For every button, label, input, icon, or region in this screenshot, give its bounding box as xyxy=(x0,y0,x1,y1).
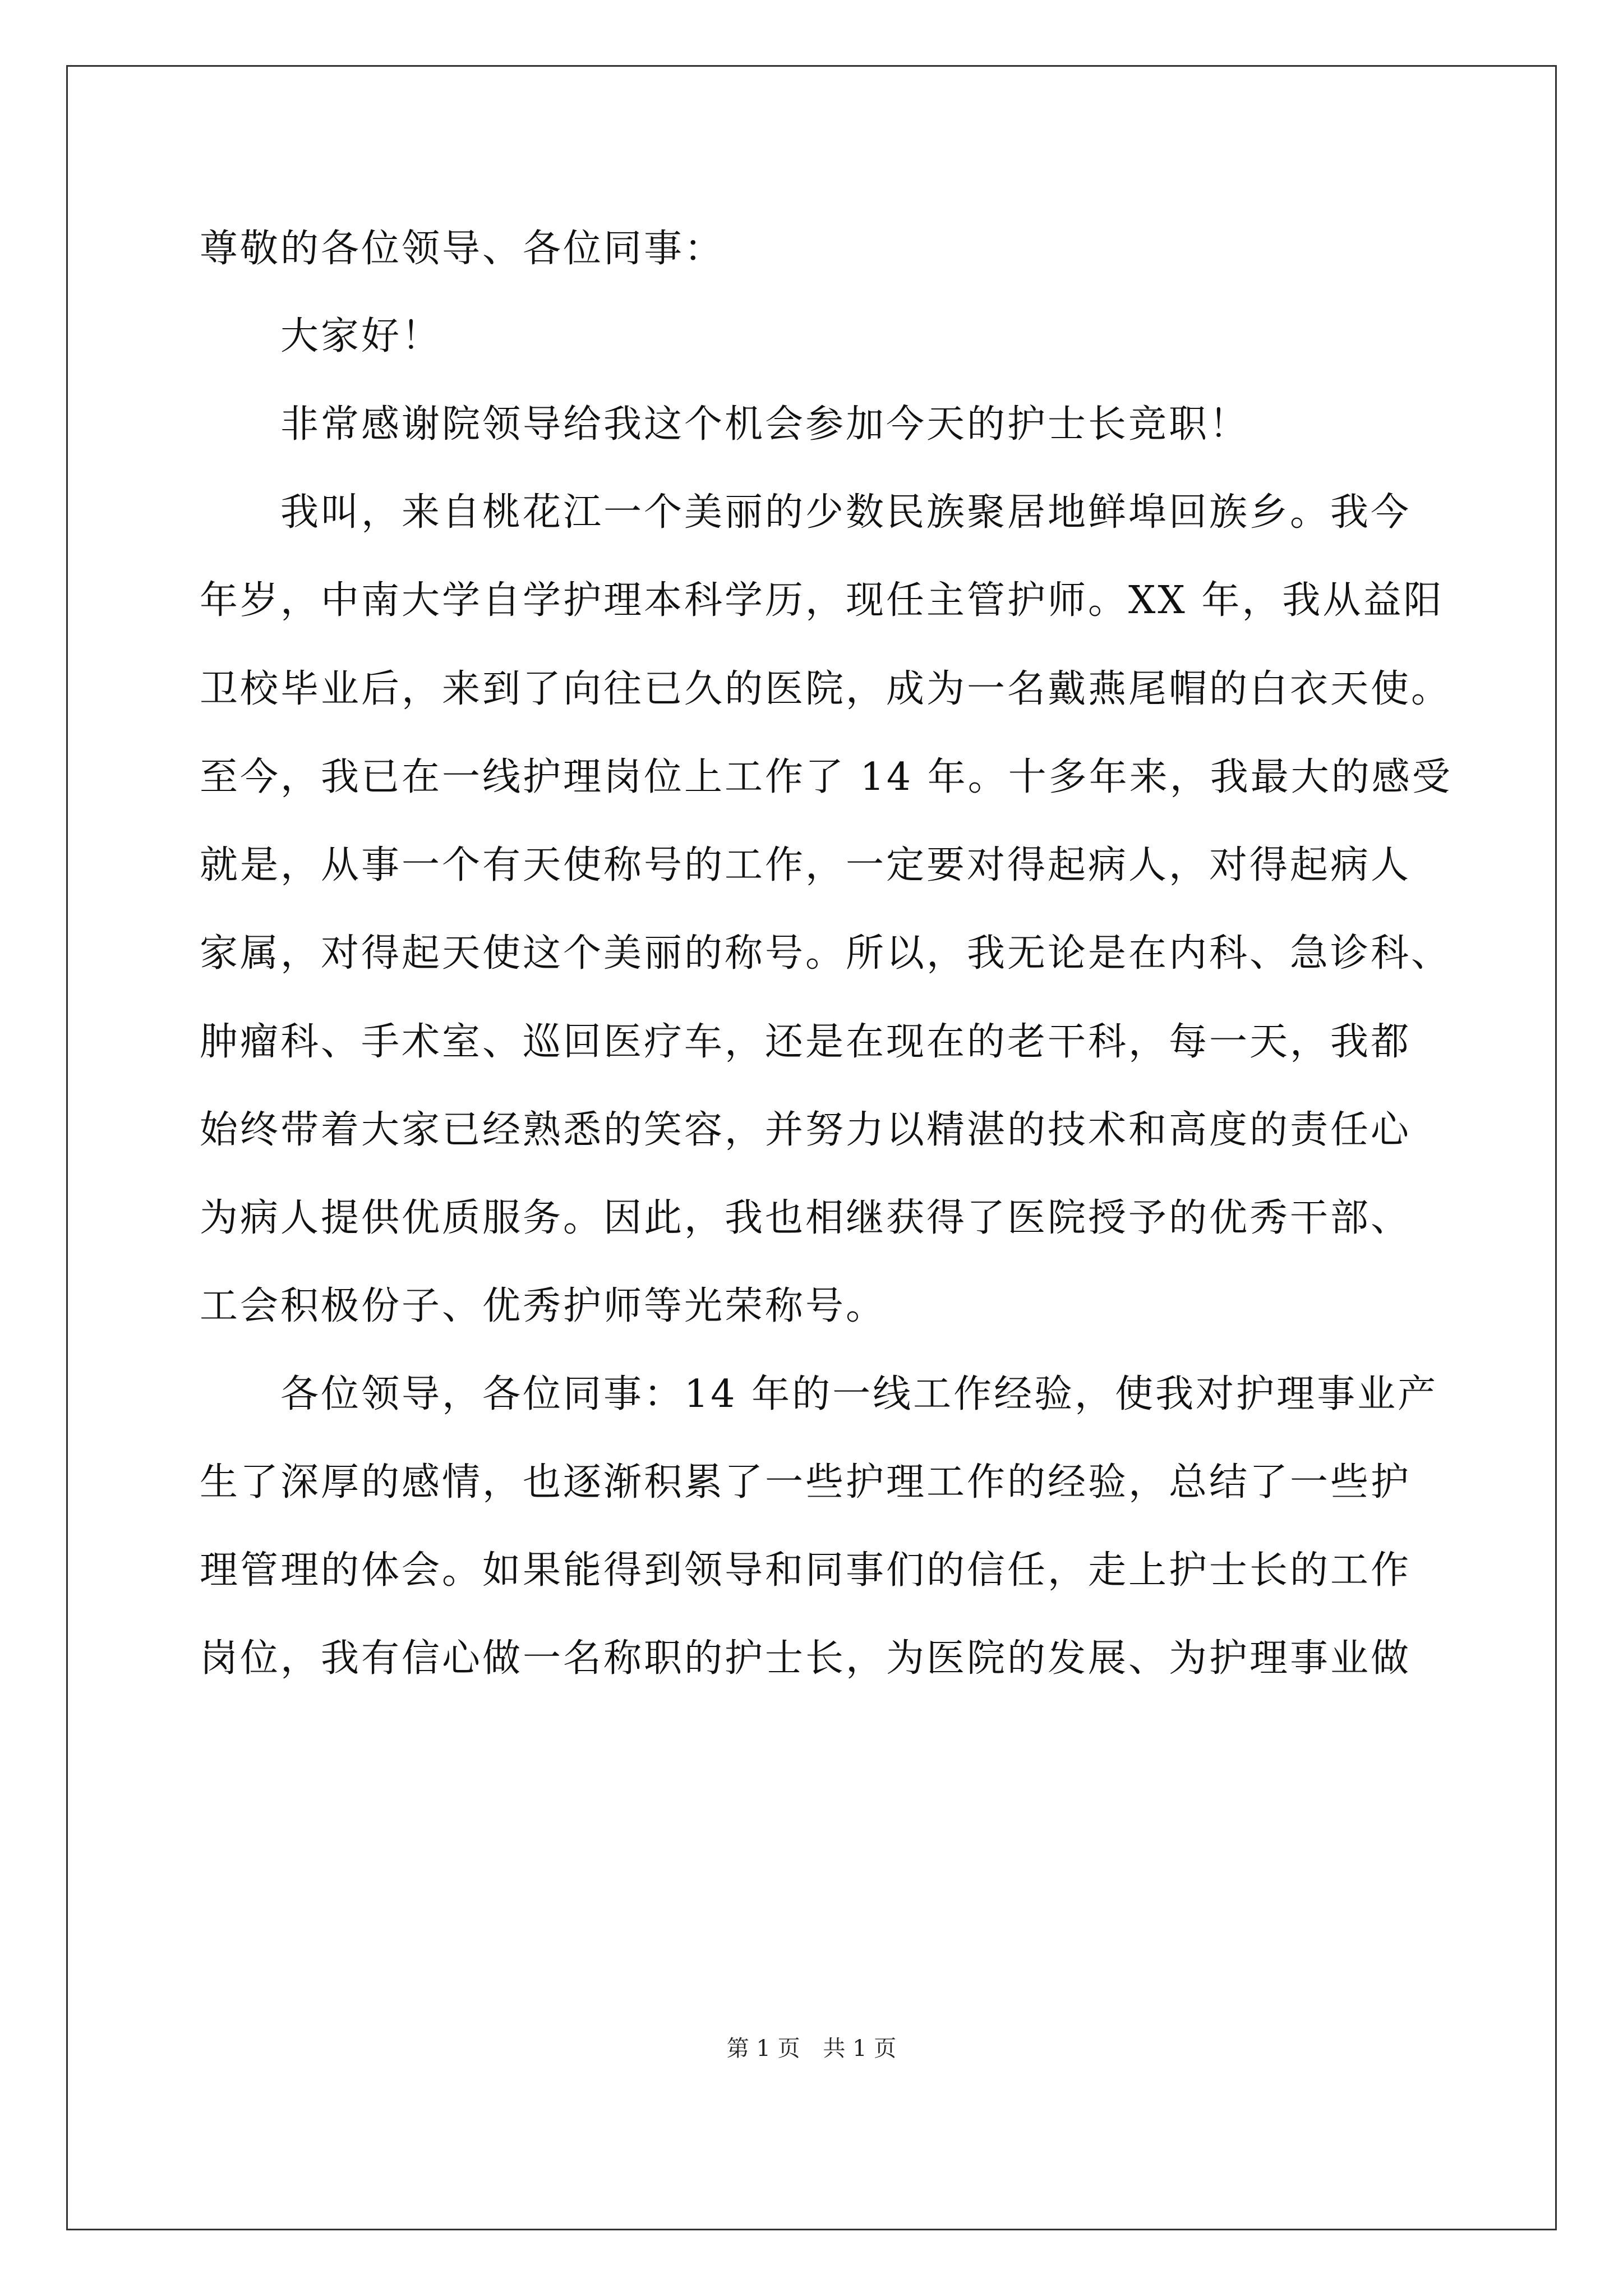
body-line: 始终带着大家已经熟悉的笑容，并努力以精湛的技术和高度的责任心 xyxy=(200,1108,1412,1152)
body-line: 年岁，中南大学自学护理本科学历，现任主管护师。XX 年，我从益阳 xyxy=(200,578,1444,623)
body-line: 家属，对得起天使这个美丽的称号。所以，我无论是在内科、急诊科、 xyxy=(200,931,1452,976)
body-line: 肿瘤科、手术室、巡回医疗车，还是在现在的老干科，每一天，我都 xyxy=(200,1020,1412,1064)
body-line: 我叫，来自桃花江一个美丽的少数民族聚居地鲜埠回族乡。我今 xyxy=(280,490,1412,535)
body-line: 卫校毕业后，来到了向往已久的医院，成为一名戴燕尾帽的白衣天使。 xyxy=(200,667,1452,711)
body-line: 就是，从事一个有天使称号的工作，一定要对得起病人，对得起病人 xyxy=(200,843,1412,887)
body-line: 工会积极份子、优秀护师等光荣称号。 xyxy=(200,1284,887,1328)
greeting-line: 大家好！ xyxy=(280,314,442,358)
body-line: 为病人提供优质服务。因此，我也相继获得了医院授予的优秀干部、 xyxy=(200,1196,1412,1240)
body-line: 岗位，我有信心做一名称职的护士长，为医院的发展、为护理事业做 xyxy=(200,1636,1412,1681)
body-line: 至今，我已在一线护理岗位上工作了 14 年。十多年来，我最大的感受 xyxy=(200,755,1453,799)
body-line: 生了深厚的感情，也逐渐积累了一些护理工作的经验，总结了一些护 xyxy=(200,1460,1412,1504)
body-line: 各位领导，各位同事：14 年的一线工作经验，使我对护理事业产 xyxy=(280,1372,1438,1416)
page-total: 共 1 页 xyxy=(823,2036,897,2062)
salutation-line: 尊敬的各位领导、各位同事： xyxy=(200,227,725,271)
page-footer xyxy=(0,2035,1623,2062)
body-line: 理管理的体会。如果能得到领导和同事们的信任，走上护士长的工作 xyxy=(200,1548,1412,1593)
thanks-line: 非常感谢院领导给我这个机会参加今天的护士长竞职！ xyxy=(280,402,1250,447)
page-number: 第 1 页 xyxy=(726,2036,800,2062)
